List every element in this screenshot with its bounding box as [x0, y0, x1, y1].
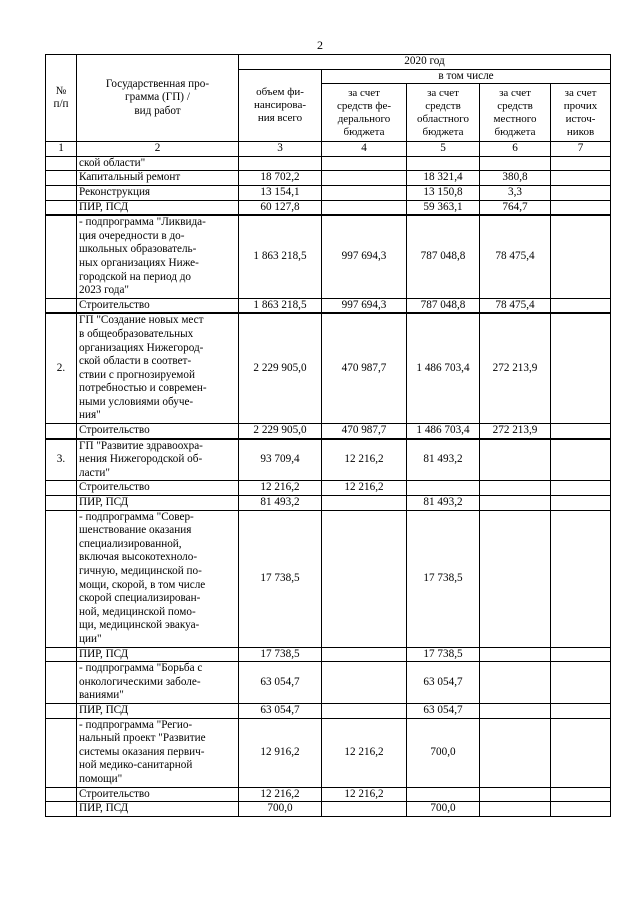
- table-row: [46, 171, 611, 186]
- cell-program-name: ской области": [77, 156, 239, 171]
- cell-total: 17 738,5: [239, 647, 322, 662]
- cell-local: 78 475,4: [480, 298, 551, 313]
- cell-program-name: Реконструкция: [77, 185, 239, 200]
- cell-local: [480, 510, 551, 647]
- cell-other: [551, 200, 611, 215]
- table-row: [46, 156, 611, 171]
- table-row: [46, 802, 611, 817]
- cell-other: [551, 802, 611, 817]
- table-row: [46, 215, 611, 298]
- cell-regional: 81 493,2: [407, 496, 480, 511]
- cell-program-name: ПИР, ПСД: [77, 703, 239, 718]
- cell-number: [46, 200, 77, 215]
- cell-other: [551, 298, 611, 313]
- cell-program-name: ПИР, ПСД: [77, 200, 239, 215]
- cell-other: [551, 647, 611, 662]
- cell-regional: 18 321,4: [407, 171, 480, 186]
- cell-regional: 63 054,7: [407, 662, 480, 704]
- cell-program-name: - подпрограмма "Регио- нальный проект "Развитие системы оказания первич- ной медико-санитарной помощи": [77, 718, 239, 787]
- column-number: 4: [322, 142, 407, 157]
- cell-number: [46, 802, 77, 817]
- column-number: 1: [46, 142, 77, 157]
- cell-other: [551, 313, 611, 423]
- cell-number: [46, 647, 77, 662]
- cell-program-name: ГП "Развитие здравоохра- нения Нижегородской об- ласти": [77, 439, 239, 481]
- cell-federal: 12 216,2: [322, 439, 407, 481]
- page-number: 2: [317, 38, 323, 52]
- header-including: в том числе: [322, 69, 611, 84]
- cell-program-name: ПИР, ПСД: [77, 496, 239, 511]
- cell-program-name: Строительство: [77, 787, 239, 802]
- cell-number: [46, 215, 77, 298]
- cell-program-name: - подпрограмма "Ликвида- ция очередности в до- школьных образователь- ных организациях Ниже- городской на период до 2023 года": [77, 215, 239, 298]
- cell-local: [480, 156, 551, 171]
- cell-regional: 59 363,1: [407, 200, 480, 215]
- cell-number: [46, 787, 77, 802]
- cell-program-name: ПИР, ПСД: [77, 647, 239, 662]
- cell-local: [480, 703, 551, 718]
- cell-regional: [407, 481, 480, 496]
- cell-total: 17 738,5: [239, 510, 322, 647]
- cell-total: 12 216,2: [239, 481, 322, 496]
- cell-total: 2 229 905,0: [239, 313, 322, 423]
- cell-total: 12 216,2: [239, 787, 322, 802]
- cell-number: [46, 481, 77, 496]
- cell-local: 78 475,4: [480, 215, 551, 298]
- cell-other: [551, 481, 611, 496]
- cell-other: [551, 703, 611, 718]
- cell-number: [46, 185, 77, 200]
- cell-other: [551, 156, 611, 171]
- cell-federal: [322, 496, 407, 511]
- cell-local: [480, 439, 551, 481]
- cell-number: [46, 662, 77, 704]
- cell-regional: 787 048,8: [407, 215, 480, 298]
- cell-local: [480, 496, 551, 511]
- cell-local: [480, 802, 551, 817]
- header-col-program: Государственная про- грамма (ГП) / вид работ: [77, 55, 239, 142]
- cell-regional: 81 493,2: [407, 439, 480, 481]
- header-col-other: за счет прочих источ- ников: [551, 84, 611, 142]
- cell-program-name: Строительство: [77, 481, 239, 496]
- cell-program-name: ГП "Создание новых мест в общеобразовательных организациях Нижегород- ской области в соответ- ствии с прогнозируемой потребностью и современ- ными условиями обуче- ния": [77, 313, 239, 423]
- cell-program-name: Строительство: [77, 424, 239, 439]
- cell-federal: [322, 662, 407, 704]
- cell-federal: [322, 200, 407, 215]
- cell-number: [46, 171, 77, 186]
- cell-federal: [322, 703, 407, 718]
- cell-federal: 12 216,2: [322, 481, 407, 496]
- table-header: [46, 55, 611, 157]
- cell-regional: [407, 787, 480, 802]
- cell-federal: 470 987,7: [322, 313, 407, 423]
- table-row: [46, 718, 611, 787]
- cell-total: 13 154,1: [239, 185, 322, 200]
- cell-program-name: Строительство: [77, 298, 239, 313]
- table-row: [46, 439, 611, 481]
- table-row: [46, 787, 611, 802]
- cell-program-name: - подпрограмма "Совер- шенствование оказания специализированной, включая высокотехноло- гичную, медицинской по- мощи, скорой, в том числе скорой специализирован- ной, медицинской помо- щи, медицинской эвакуа- ции": [77, 510, 239, 647]
- cell-total: 1 863 218,5: [239, 215, 322, 298]
- column-number: 7: [551, 142, 611, 157]
- cell-number: [46, 298, 77, 313]
- cell-program-name: Капитальный ремонт: [77, 171, 239, 186]
- cell-other: [551, 171, 611, 186]
- cell-other: [551, 510, 611, 647]
- cell-federal: [322, 171, 407, 186]
- cell-regional: 17 738,5: [407, 510, 480, 647]
- table-row: [46, 662, 611, 704]
- cell-number: 2.: [46, 313, 77, 423]
- cell-total: 63 054,7: [239, 662, 322, 704]
- cell-number: [46, 496, 77, 511]
- cell-number: [46, 703, 77, 718]
- cell-regional: 700,0: [407, 802, 480, 817]
- cell-total: 18 702,2: [239, 171, 322, 186]
- table-row: [46, 481, 611, 496]
- table-row: [46, 496, 611, 511]
- cell-other: [551, 496, 611, 511]
- column-number: 5: [407, 142, 480, 157]
- cell-other: [551, 718, 611, 787]
- table-row: [46, 298, 611, 313]
- cell-number: [46, 156, 77, 171]
- cell-program-name: - подпрограмма "Борьба с онкологическими заболе- ваниями": [77, 662, 239, 704]
- cell-federal: [322, 802, 407, 817]
- cell-total: 2 229 905,0: [239, 424, 322, 439]
- cell-regional: 1 486 703,4: [407, 424, 480, 439]
- cell-regional: 13 150,8: [407, 185, 480, 200]
- cell-local: 272 213,9: [480, 424, 551, 439]
- cell-total: 1 863 218,5: [239, 298, 322, 313]
- cell-other: [551, 185, 611, 200]
- cell-local: [480, 647, 551, 662]
- cell-federal: 12 216,2: [322, 718, 407, 787]
- cell-federal: 12 216,2: [322, 787, 407, 802]
- table-row: [46, 647, 611, 662]
- financing-table: [45, 54, 611, 817]
- cell-local: 272 213,9: [480, 313, 551, 423]
- column-numbers-row: [46, 142, 611, 157]
- table-row: [46, 703, 611, 718]
- cell-total: 60 127,8: [239, 200, 322, 215]
- cell-federal: [322, 156, 407, 171]
- header-col-regional: за счет средств областного бюджета: [407, 84, 480, 142]
- header-col-total: объем фи- нансирова- ния всего: [239, 69, 322, 142]
- cell-local: [480, 718, 551, 787]
- cell-other: [551, 424, 611, 439]
- cell-federal: 997 694,3: [322, 215, 407, 298]
- cell-number: [46, 718, 77, 787]
- table-body: [46, 156, 611, 816]
- cell-federal: 470 987,7: [322, 424, 407, 439]
- table-row: [46, 185, 611, 200]
- header-col-federal: за счет средств фе- дерального бюджета: [322, 84, 407, 142]
- cell-regional: 787 048,8: [407, 298, 480, 313]
- table-row: [46, 313, 611, 423]
- cell-local: [480, 787, 551, 802]
- cell-regional: 1 486 703,4: [407, 313, 480, 423]
- header-col-local: за счет средств местного бюджета: [480, 84, 551, 142]
- table-row: [46, 200, 611, 215]
- cell-program-name: ПИР, ПСД: [77, 802, 239, 817]
- header-col-no: № п/п: [46, 55, 77, 142]
- cell-other: [551, 787, 611, 802]
- cell-local: 764,7: [480, 200, 551, 215]
- column-number: 3: [239, 142, 322, 157]
- cell-number: [46, 510, 77, 647]
- cell-other: [551, 215, 611, 298]
- cell-number: 3.: [46, 439, 77, 481]
- cell-total: 93 709,4: [239, 439, 322, 481]
- cell-total: 12 916,2: [239, 718, 322, 787]
- cell-regional: 700,0: [407, 718, 480, 787]
- cell-total: 63 054,7: [239, 703, 322, 718]
- cell-local: 380,8: [480, 171, 551, 186]
- cell-other: [551, 662, 611, 704]
- cell-federal: [322, 185, 407, 200]
- cell-federal: [322, 647, 407, 662]
- cell-federal: [322, 510, 407, 647]
- cell-regional: 17 738,5: [407, 647, 480, 662]
- cell-total: 81 493,2: [239, 496, 322, 511]
- cell-local: [480, 662, 551, 704]
- cell-total: 700,0: [239, 802, 322, 817]
- column-number: 6: [480, 142, 551, 157]
- cell-regional: [407, 156, 480, 171]
- table-row: [46, 424, 611, 439]
- cell-total: [239, 156, 322, 171]
- table-row: [46, 510, 611, 647]
- cell-other: [551, 439, 611, 481]
- column-number: 2: [77, 142, 239, 157]
- header-year: 2020 год: [239, 55, 611, 70]
- cell-regional: 63 054,7: [407, 703, 480, 718]
- cell-number: [46, 424, 77, 439]
- cell-local: 3,3: [480, 185, 551, 200]
- cell-federal: 997 694,3: [322, 298, 407, 313]
- cell-local: [480, 481, 551, 496]
